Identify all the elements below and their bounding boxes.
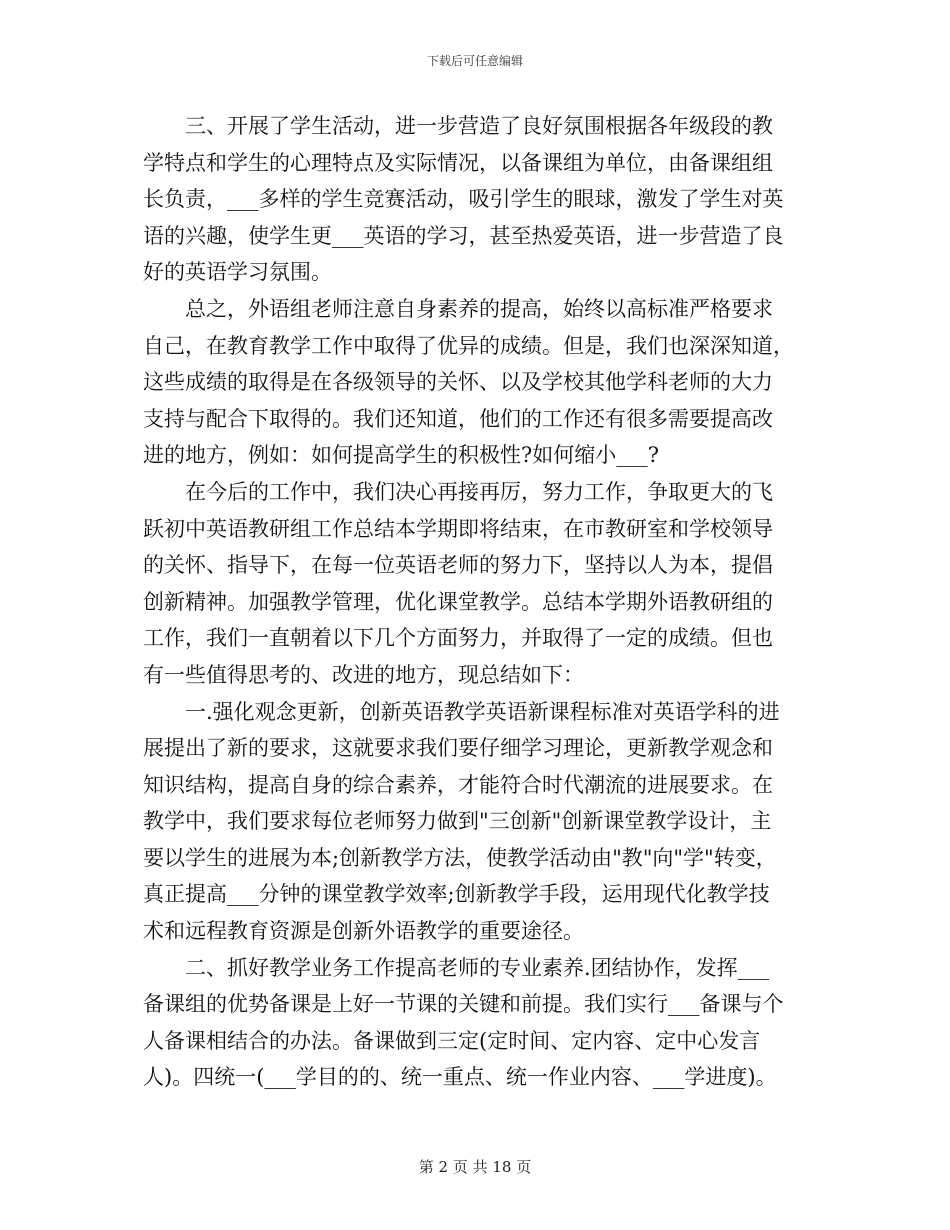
text-line: 语的兴趣，使学生更___英语的学习，甚至热爱英语，进一步营造了良 bbox=[143, 223, 784, 248]
text-line: 真正提高___分钟的课堂教学效率;创新教学手段，运用现代化教学技 bbox=[143, 882, 770, 907]
text-line: 人)。四统一(___学目的的、统一重点、统一作业内容、___学进度)。 bbox=[143, 1065, 777, 1090]
text-line: 展提出了新的要求，这就要求我们要仔细学习理论，更新教学观念和 bbox=[143, 736, 773, 761]
text-line: 进的地方，例如：如何提高学生的积极性?如何缩小___? bbox=[143, 443, 660, 468]
text-line: 的关怀、指导下，在每一位英语老师的努力下，坚持以人为本，提倡 bbox=[143, 553, 773, 578]
page-footer: 第 2 页 共 18 页 bbox=[418, 1158, 532, 1176]
document-body bbox=[143, 108, 807, 1096]
text-line: 工作，我们一直朝着以下几个方面努力，并取得了一定的成绩。但也 bbox=[143, 626, 773, 651]
text-line: 要以学生的进展为本;创新教学方法，使教学活动由"教"向"学"转变， bbox=[143, 845, 777, 870]
page-header: 下载后可任意编辑 bbox=[426, 54, 523, 68]
text-line: 跃初中英语教研组工作总结本学期即将结束，在市教研室和学校领导 bbox=[143, 516, 773, 541]
text-line: 好的英语学习氛围。 bbox=[143, 260, 332, 285]
text-line: 教学中，我们要求每位老师努力做到"三创新"创新课堂教学设计，主 bbox=[143, 809, 772, 834]
text-line: 总之，外语组老师注意自身素养的提高，始终以高标准严格要求 bbox=[143, 296, 773, 321]
text-line: 支持与配合下取得的。我们还知道，他们的工作还有很多需要提高改 bbox=[143, 406, 773, 431]
text-line: 术和远程教育资源是创新外语教学的重要途径。 bbox=[143, 919, 584, 944]
text-line: 知识结构，提高自身的综合素养，才能符合时代潮流的进展要求。在 bbox=[143, 772, 773, 797]
text-line: 一.强化观念更新，创新英语教学英语新课程标准对英语学科的进 bbox=[143, 699, 780, 724]
text-line: 三、开展了学生活动，进一步营造了良好氛围根据各年级段的教 bbox=[143, 114, 773, 138]
text-line: 在今后的工作中，我们决心再接再厉，努力工作，争取更大的飞 bbox=[143, 479, 773, 504]
text-line: 长负责，___多样的学生竞赛活动，吸引学生的眼球，激发了学生对英 bbox=[143, 187, 784, 212]
text-line: 人备课相结合的办法。备课做到三定(定时间、定内容、定中心发言 bbox=[143, 1028, 761, 1053]
text-line: 备课组的优势备课是上好一节课的关键和前提。我们实行___备课与个 bbox=[143, 992, 784, 1017]
text-line: 创新精神。加强教学管理，优化课堂教学。总结本学期外语教研组的 bbox=[143, 589, 773, 614]
text-line: 二、抓好教学业务工作提高老师的专业素养.团结协作，发挥___ bbox=[143, 955, 770, 980]
text-line: 这些成绩的取得是在各级领导的关怀、以及学校其他学科老师的大力 bbox=[143, 370, 773, 395]
text-line: 自己，在教育教学工作中取得了优异的成绩。但是，我们也深深知道， bbox=[143, 333, 794, 358]
text-line: 学特点和学生的心理特点及实际情况，以备课组为单位，由备课组组 bbox=[143, 150, 773, 175]
text-line: 有一些值得思考的、改进的地方，现总结如下： bbox=[143, 662, 584, 687]
